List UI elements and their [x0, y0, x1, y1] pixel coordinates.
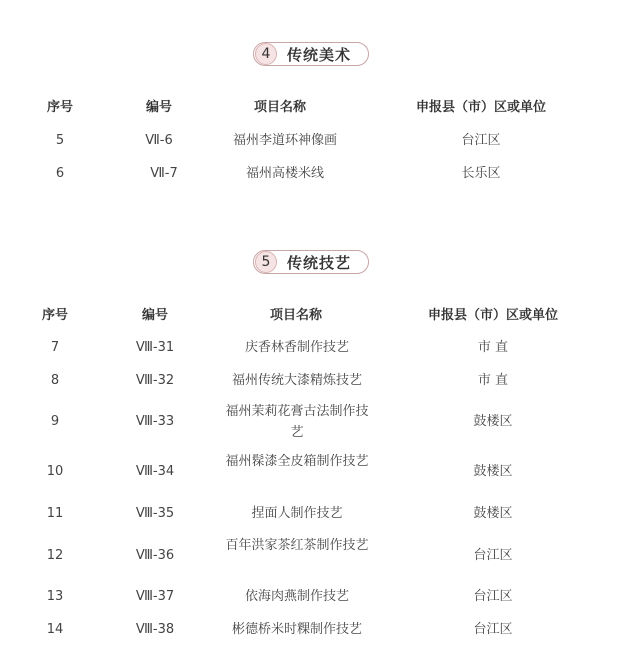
- table-row: [0, 503, 620, 524]
- row-unit: 台江区: [473, 589, 513, 604]
- table-row: [0, 163, 620, 184]
- row-code: Ⅷ-32: [135, 373, 175, 388]
- header-code: 编号: [145, 100, 172, 115]
- section-number-badge: 5: [255, 251, 277, 273]
- row-seq: 10: [46, 464, 64, 479]
- row-seq: 13: [46, 589, 64, 604]
- table-row: [0, 370, 620, 391]
- section-title-text: 传统美术: [287, 45, 352, 64]
- row-code: Ⅷ-33: [135, 414, 175, 429]
- row-seq: 11: [46, 506, 64, 521]
- row-code: Ⅷ-34: [135, 464, 175, 479]
- row-code: Ⅶ-7: [150, 166, 178, 181]
- table-row: [0, 586, 620, 607]
- row-seq: 7: [50, 340, 60, 355]
- row-code: Ⅶ-6: [145, 133, 173, 148]
- header-seq: 序号: [46, 100, 73, 115]
- row-seq: 5: [55, 133, 65, 148]
- row-unit: 台江区: [461, 133, 501, 148]
- row-code: Ⅷ-37: [135, 589, 175, 604]
- header-name: 项目名称: [269, 308, 322, 323]
- header-name: 项目名称: [253, 100, 306, 115]
- table-row: [0, 619, 620, 640]
- row-seq: 9: [50, 414, 60, 429]
- header-unit: 申报县（市）区或单位: [427, 308, 558, 323]
- table-row: [0, 130, 620, 151]
- row-unit: 长乐区: [461, 166, 501, 181]
- row-code: Ⅷ-35: [135, 506, 175, 521]
- header-unit: 申报县（市）区或单位: [415, 100, 546, 115]
- row-name: 庆香林香制作技艺: [244, 340, 349, 355]
- row-unit: 台江区: [473, 622, 513, 637]
- row-unit: 市 直: [477, 340, 509, 355]
- table-row: [0, 401, 620, 443]
- section-title-traditional-art: [253, 42, 369, 66]
- row-seq: 6: [55, 166, 65, 181]
- row-unit: 鼓楼区: [473, 464, 513, 479]
- row-unit: 鼓楼区: [473, 414, 513, 429]
- section-title-traditional-craft: [253, 250, 369, 274]
- row-unit: 鼓楼区: [473, 506, 513, 521]
- table-row: [0, 451, 620, 493]
- row-name: 百年洪家茶红茶制作技艺: [225, 538, 369, 553]
- row-name: 彬德桥米时粿制作技艺: [231, 622, 362, 637]
- table-header-row: [0, 305, 620, 326]
- row-unit: 台江区: [473, 548, 513, 563]
- row-code: Ⅷ-38: [135, 622, 175, 637]
- table-header-row: [0, 97, 620, 118]
- header-seq: 序号: [41, 308, 68, 323]
- section-title-text: 传统技艺: [287, 253, 352, 272]
- row-seq: 12: [46, 548, 64, 563]
- section-number-badge: 4: [255, 43, 277, 65]
- row-name: 依海肉燕制作技艺: [244, 589, 349, 604]
- header-code: 编号: [141, 308, 168, 323]
- row-name: 福州茉莉花膏古法制作技艺: [225, 404, 369, 440]
- row-name: 捏面人制作技艺: [251, 506, 343, 521]
- row-name: 福州传统大漆精炼技艺: [231, 373, 362, 388]
- row-name: 福州髹漆全皮箱制作技艺: [225, 454, 369, 469]
- row-name: 福州李道环神像画: [232, 133, 337, 148]
- row-name: 福州高楼米线: [245, 166, 324, 181]
- row-code: Ⅷ-36: [135, 548, 175, 563]
- row-seq: 8: [50, 373, 60, 388]
- row-code: Ⅷ-31: [135, 340, 175, 355]
- row-seq: 14: [46, 622, 64, 637]
- table-row: [0, 535, 620, 577]
- row-unit: 市 直: [477, 373, 509, 388]
- table-row: [0, 337, 620, 358]
